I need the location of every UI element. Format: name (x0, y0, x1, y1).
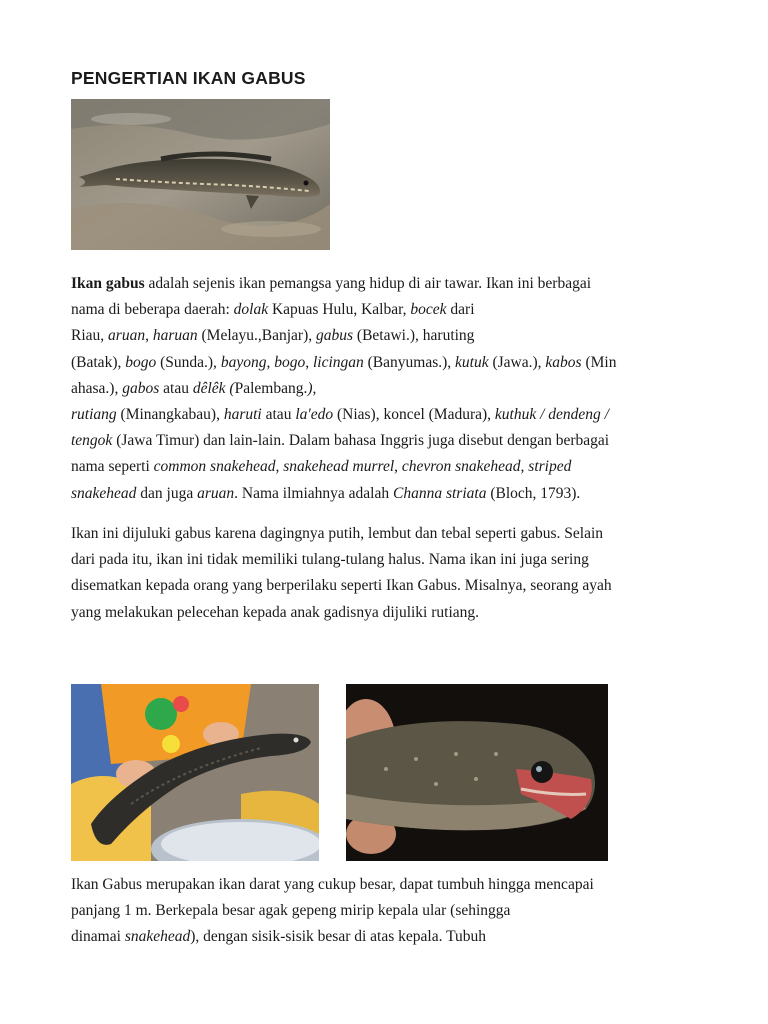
text-run: kuthuk / dendeng / (494, 406, 609, 424)
text-run: (Sunda.), (156, 353, 221, 371)
text-run: yang melakukan pelecehan kepada anak gadisnya dijuliki rutiang. (71, 603, 480, 621)
text-run: , (305, 353, 313, 371)
text-run: ahasa.), (71, 379, 123, 397)
text-line (71, 573, 701, 599)
text-run: snakehead murrel (283, 458, 395, 476)
text-line (71, 924, 701, 950)
text-run: nama seperti (71, 458, 154, 476)
text-run: Channa striata (393, 484, 487, 502)
text-run: dêlêk ( (192, 379, 235, 397)
text-run: , (266, 353, 275, 371)
text-run: Palembang. (234, 379, 308, 397)
text-run: panjang 1 m. Berkepala besar agak gepeng mirip kepala ular (sehingga (71, 902, 511, 920)
text-run: aruan (108, 327, 146, 345)
text-line (71, 350, 701, 376)
text-line (71, 402, 701, 428)
text-run: dolak (233, 301, 269, 319)
text-line (71, 428, 701, 454)
text-run: (Batak), (71, 353, 126, 371)
page-title: PENGERTIAN IKAN GABUS (71, 68, 306, 88)
text-run: (Nias), koncel (Madura), (333, 406, 495, 424)
text-run: (Jawa.), (488, 353, 546, 371)
text-run: ), (307, 379, 317, 397)
text-run: Ikan ini dijuluki gabus karena dagingnya putih, lembut dan tebal seperti gabus. Selain (71, 525, 604, 542)
text-run: atau (159, 379, 193, 397)
text-run: bogo (125, 353, 157, 371)
text-line (71, 323, 701, 349)
fish-head-closeup-photo (346, 684, 608, 861)
child-holding-fish-photo (71, 684, 319, 861)
text-run: tengok (71, 432, 113, 450)
text-run: bogo (274, 353, 306, 371)
text-line (71, 481, 701, 507)
text-run: la'edo (295, 406, 334, 424)
text-run: (Minangkabau), (116, 406, 224, 424)
paragraph-nickname (71, 521, 701, 626)
text-run: haruan (152, 327, 198, 345)
text-run: striped (528, 458, 572, 476)
text-run: Kapuas Hulu, Kalbar, (268, 301, 411, 319)
text-run: snakehead (71, 484, 137, 502)
text-run: (Banyumas.), (363, 353, 456, 371)
text-line (71, 600, 701, 626)
text-run: common snakehead (153, 458, 276, 476)
text-run: atau (261, 406, 296, 424)
text-run: dan juga (136, 484, 198, 502)
text-run: gabus (316, 327, 354, 345)
text-line (71, 898, 701, 924)
top-fish-photo (71, 99, 330, 250)
text-run: gabos (122, 379, 160, 397)
text-run: , (275, 458, 284, 476)
text-run: ), dengan sisik-sisik besar di atas kepala. Tubuh (190, 928, 486, 946)
text-run: (Jawa Timur) dan lain-lain. Dalam bahasa Inggris juga disebut dengan berbagai (112, 432, 610, 450)
text-run: chevron snakehead (401, 458, 521, 476)
text-run: , (520, 458, 529, 476)
snakehead-fish-on-wet-ground-icon (71, 99, 330, 250)
text-run: (Melayu.,Banjar), (197, 327, 316, 345)
text-run: haruti (223, 406, 262, 424)
text-line (71, 297, 701, 323)
snakehead-fish-head-closeup-icon (346, 684, 608, 861)
paragraph-description (71, 872, 701, 951)
text-run: dari pada itu, ikan ini tidak memiliki tulang-tulang halus. Nama ikan ini juga sering (71, 551, 589, 569)
text-run: kutuk (455, 353, 489, 371)
text-run: (Betawi.), haruting (353, 327, 475, 345)
text-run: Ikan gabus (71, 275, 145, 292)
text-run: (Bloch, 1793). (486, 484, 581, 502)
text-run: kabos (545, 353, 582, 371)
text-run: disematkan kepada orang yang berperilaku seperti Ikan Gabus. Misalnya, seorang ayah (71, 577, 612, 595)
child-holding-snakehead-fish-icon (71, 684, 319, 861)
text-run: dinamai (71, 928, 125, 946)
text-line (71, 454, 701, 480)
text-line (71, 872, 701, 898)
text-run: aruan (197, 484, 235, 502)
text-line (71, 271, 701, 297)
text-run: , (394, 458, 402, 476)
text-run: (Min (581, 353, 617, 371)
text-run: nama di beberapa daerah: (71, 301, 234, 319)
text-run: snakehead (124, 928, 191, 946)
text-run: rutiang (71, 406, 117, 424)
text-line (71, 376, 701, 402)
text-run: adalah sejenis ikan pemangsa yang hidup di air tawar. Ikan ini berbagai (144, 275, 592, 292)
paragraph-definition (71, 271, 701, 507)
text-run: . Nama ilmiahnya adalah (234, 484, 393, 502)
text-run: dari (446, 301, 475, 319)
text-run: bocek (410, 301, 447, 319)
text-line (71, 521, 701, 547)
text-run: Riau, (71, 327, 109, 345)
text-run: , (145, 327, 153, 345)
text-run: licingan (312, 353, 364, 371)
text-run: Ikan Gabus merupakan ikan darat yang cukup besar, dapat tumbuh hingga mencapai (71, 876, 594, 893)
text-run: bayong (220, 353, 267, 371)
text-line (71, 547, 701, 573)
